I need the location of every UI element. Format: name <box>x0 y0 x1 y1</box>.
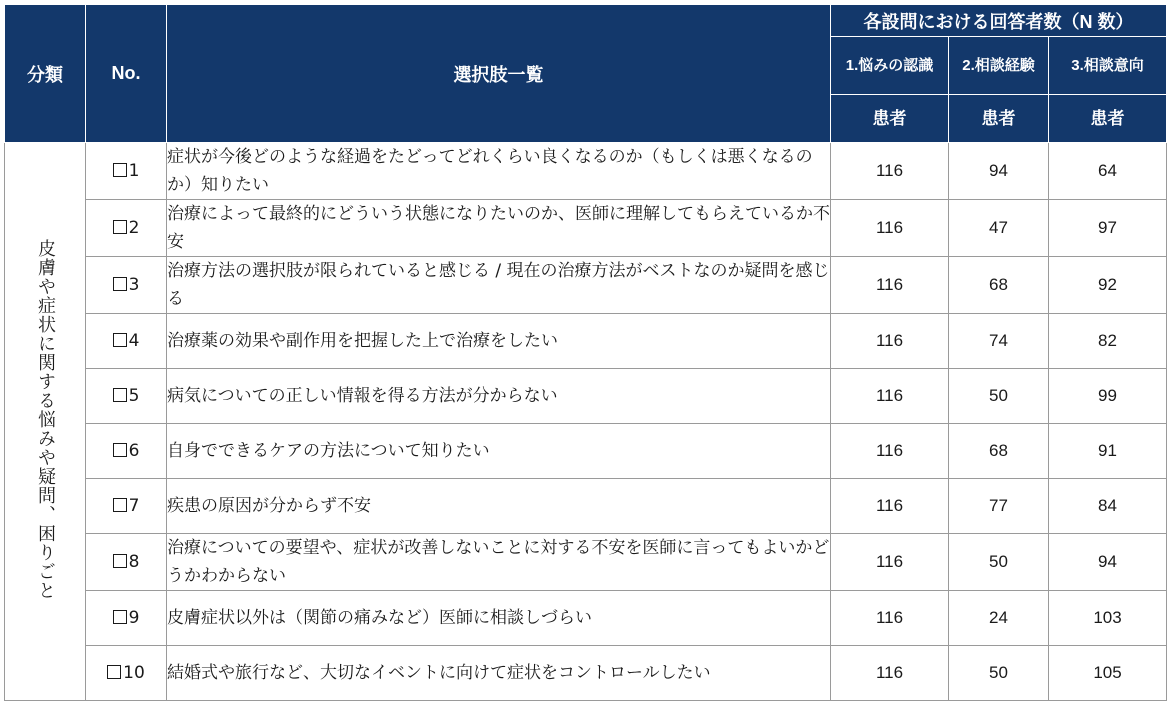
checkbox-icon <box>113 388 127 402</box>
header-options: 選択肢一覧 <box>167 5 831 143</box>
survey-table <box>4 4 1167 701</box>
q1-count: 116 <box>831 257 949 314</box>
q1-count: 116 <box>831 591 949 646</box>
category-label: 皮膚や症状に関する悩みや疑問、困りごと <box>35 238 56 600</box>
option-text: 病気についての正しい情報を得る方法が分からない <box>167 369 831 424</box>
checkbox-icon <box>113 220 127 234</box>
q2-count: 47 <box>949 200 1049 257</box>
row-number: 6 <box>86 424 167 479</box>
table-row <box>5 534 1167 591</box>
checkbox-icon <box>113 610 127 624</box>
q3-count: 92 <box>1049 257 1167 314</box>
header-respondent-q1: 患者 <box>831 95 949 143</box>
q3-count: 103 <box>1049 591 1167 646</box>
checkbox-icon <box>113 498 127 512</box>
q2-count: 68 <box>949 424 1049 479</box>
q1-count: 116 <box>831 200 949 257</box>
header-q2: 2.相談経験 <box>949 37 1049 95</box>
header-category: 分類 <box>5 5 86 143</box>
table-row <box>5 591 1167 646</box>
q1-count: 116 <box>831 314 949 369</box>
header-respondent-q2: 患者 <box>949 95 1049 143</box>
row-number: 8 <box>86 534 167 591</box>
option-text: 結婚式や旅行など、大切なイベントに向けて症状をコントロールしたい <box>167 646 831 701</box>
q2-count: 74 <box>949 314 1049 369</box>
row-number: 10 <box>86 646 167 701</box>
row-number: 2 <box>86 200 167 257</box>
table-row <box>5 200 1167 257</box>
q3-count: 82 <box>1049 314 1167 369</box>
q1-count: 116 <box>831 143 949 200</box>
checkbox-icon <box>113 163 127 177</box>
option-text: 治療によって最終的にどういう状態になりたいのか、医師に理解してもらえているか不安 <box>167 200 831 257</box>
q2-count: 68 <box>949 257 1049 314</box>
q2-count: 77 <box>949 479 1049 534</box>
option-text: 治療についての要望や、症状が改善しないことに対する不安を医師に言ってもよいかどうかわからない <box>167 534 831 591</box>
q1-count: 116 <box>831 369 949 424</box>
q2-count: 24 <box>949 591 1049 646</box>
table-row <box>5 257 1167 314</box>
q1-count: 116 <box>831 424 949 479</box>
header-q1: 1.悩みの認識 <box>831 37 949 95</box>
option-text: 症状が今後どのような経過をたどってどれくらい良くなるのか（もしくは悪くなるのか）知りたい <box>167 143 831 200</box>
q2-count: 50 <box>949 646 1049 701</box>
header-respondent-q3: 患者 <box>1049 95 1167 143</box>
q2-count: 50 <box>949 369 1049 424</box>
q1-count: 116 <box>831 479 949 534</box>
checkbox-icon <box>113 333 127 347</box>
q3-count: 97 <box>1049 200 1167 257</box>
row-number: 4 <box>86 314 167 369</box>
header-response-counts: 各設問における回答者数（N 数） <box>831 5 1167 37</box>
header-no: No. <box>86 5 167 143</box>
row-number: 3 <box>86 257 167 314</box>
option-text: 治療薬の効果や副作用を把握した上で治療をしたい <box>167 314 831 369</box>
q3-count: 91 <box>1049 424 1167 479</box>
checkbox-icon <box>113 554 127 568</box>
q1-count: 116 <box>831 646 949 701</box>
checkbox-icon <box>107 665 121 679</box>
q3-count: 99 <box>1049 369 1167 424</box>
q1-count: 116 <box>831 534 949 591</box>
header-q3: 3.相談意向 <box>1049 37 1167 95</box>
checkbox-icon <box>113 277 127 291</box>
table-row <box>5 369 1167 424</box>
q3-count: 84 <box>1049 479 1167 534</box>
row-number: 9 <box>86 591 167 646</box>
q3-count: 105 <box>1049 646 1167 701</box>
q2-count: 94 <box>949 143 1049 200</box>
table-row <box>5 143 1167 200</box>
table-row <box>5 314 1167 369</box>
table-row <box>5 424 1167 479</box>
option-text: 皮膚症状以外は（関節の痛みなど）医師に相談しづらい <box>167 591 831 646</box>
row-number: 1 <box>86 143 167 200</box>
option-text: 疾患の原因が分からず不安 <box>167 479 831 534</box>
option-text: 自身でできるケアの方法について知りたい <box>167 424 831 479</box>
table-row <box>5 479 1167 534</box>
q3-count: 64 <box>1049 143 1167 200</box>
q2-count: 50 <box>949 534 1049 591</box>
row-number: 7 <box>86 479 167 534</box>
table-row <box>5 646 1167 701</box>
row-number: 5 <box>86 369 167 424</box>
q3-count: 94 <box>1049 534 1167 591</box>
category-cell <box>5 143 86 701</box>
checkbox-icon <box>113 443 127 457</box>
option-text: 治療方法の選択肢が限られていると感じる / 現在の治療方法がベストなのか疑問を感じる <box>167 257 831 314</box>
